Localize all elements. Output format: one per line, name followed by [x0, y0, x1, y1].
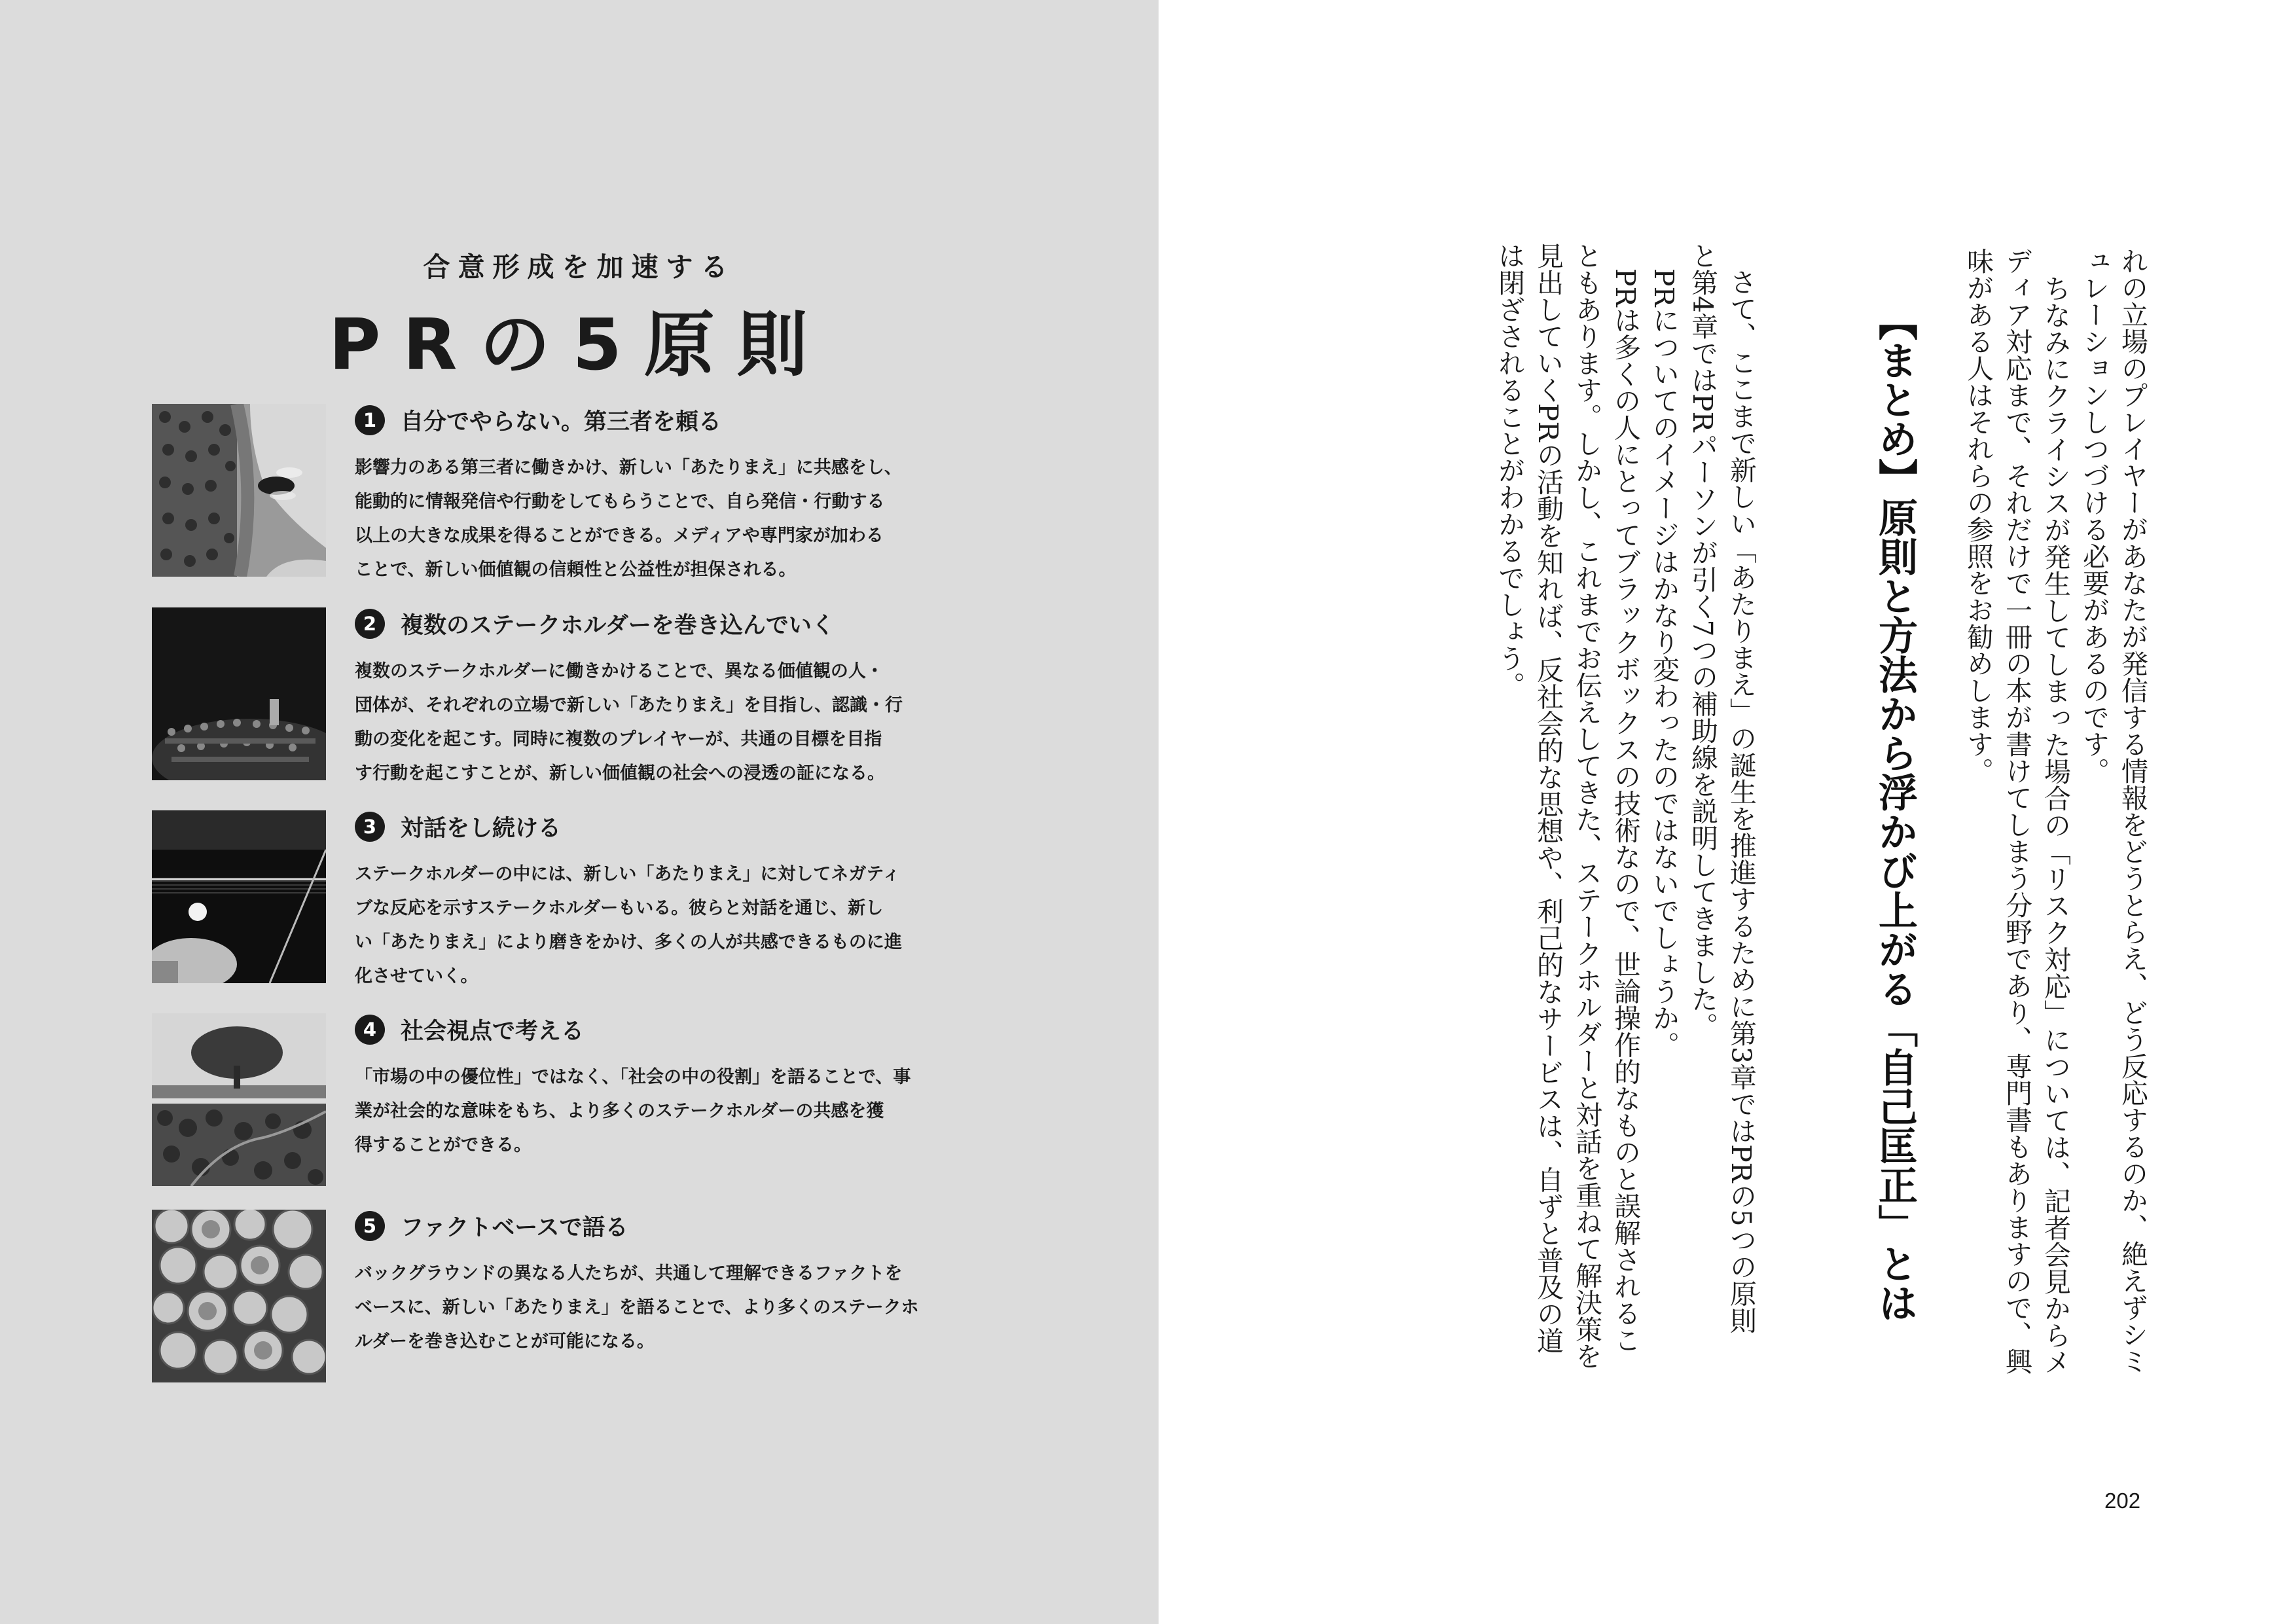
principle-1-title: 自分でやらない。第三者を頼る [401, 409, 722, 435]
body-line: ステークホルダーの中には、新しい「あたりまえ」に対してネガティ [355, 864, 901, 884]
body-line: 動の変化を起こす。同時に複数のプレイヤーが、共通の目標を目指 [355, 729, 882, 749]
text-column: さて、ここまで新しい「あたりまえ」の誕生を推進するために第3章ではPRの5つの原則 [1725, 268, 1757, 1334]
text-column: ュレーションしつづける必要があるのです。 [2078, 247, 2110, 784]
principle-2-title: 複数のステークホルダーを巻き込んでいく [401, 613, 835, 639]
body-line: ことで、新しい価値観の信頼性と公益性が担保される。 [355, 560, 797, 580]
principle-4-heading [355, 1013, 584, 1046]
text-column: ともあります。しかし、これまでお伝えしてきた、ステークホルダーと対話を重ねて解決策を [1571, 242, 1602, 1369]
body-line: 業が社会的な意味をもち、より多くのステークホルダーの共感を獲 [355, 1101, 884, 1121]
body-line: 「市場の中の優位性」ではなく、「社会の中の役割」を語ることで、事 [355, 1067, 911, 1087]
body-line: 複数のステークホルダーに働きかけることで、異なる価値観の人・ [355, 661, 884, 681]
principle-2-heading [355, 607, 835, 640]
text-column: と第4章ではPRパーソンが引く7つの補助線を説明してきました。 [1687, 242, 1718, 1039]
body-line: ルダーを巻き込むことが可能になる。 [355, 1331, 655, 1352]
text-column: 見出していくPRの活動を知れば、反社会的な思想や、利己的なサービスは、自ずと普及の道 [1532, 242, 1564, 1354]
text-column: PRについてのイメージはかなり変わったのではないでしょうか。 [1648, 268, 1680, 1058]
number-badge-1: 1 [355, 405, 385, 435]
body-line: 以上の大きな成果を得ることができる。メディアや専門家が加わる [355, 526, 884, 546]
number-badge-2: 2 [355, 609, 385, 639]
coins-photo [152, 1210, 326, 1382]
number-badge-4: 4 [355, 1015, 385, 1045]
principle-4-title: 社会視点で考える [401, 1019, 585, 1045]
tree-and-forest-photo [152, 1013, 326, 1186]
text-column: ディア対応まで、それだけで一冊の本が書けてしまう分野であり、専門書もありますので、興 [2001, 247, 2032, 1375]
principle-3-body [355, 857, 1042, 994]
body-line: 化させていく。 [355, 966, 478, 986]
body-line: バックグラウンドの異なる人たちが、共通して理解できるファクトを [355, 1263, 903, 1284]
principle-5-title: ファクトベースで語る [401, 1215, 628, 1241]
principle-1-body [355, 451, 1042, 587]
principle-3-title: 対話をし続ける [401, 816, 562, 842]
body-line: 得することができる。 [355, 1135, 532, 1155]
text-column: PRは多くの人にとってブラックボックスの技術なので、世論操作的なものと誤解されるこ [1610, 268, 1641, 1354]
body-line: 能動的に情報発信や行動をしてもらうことで、自ら発信・行動する [355, 492, 885, 512]
sunflower-bee-photo [152, 404, 326, 577]
principle-3-heading [355, 810, 561, 843]
body-line: い「あたりまえ」により磨きをかけ、多くの人が共感できるものに進 [355, 932, 902, 952]
orchestra-photo [152, 607, 326, 780]
principle-5-heading [355, 1210, 628, 1242]
body-line: 団体が、それぞれの立場で新しい「あたりまえ」を目指し、認識・行 [355, 695, 903, 715]
body-line: 影響力のある第三者に働きかけ、新しい「あたりまえ」に共感をし、 [355, 458, 902, 478]
right-page-text [1159, 0, 2289, 1624]
principle-5-body [355, 1257, 1042, 1359]
text-column: れの立場のプレイヤーがあなたが発信する情報をどうとらえ、どう反応するのか、絶えずシミ [2117, 247, 2148, 1375]
section-heading: 【まとめ】原則と方法から浮かび上がる「自己匡正」とは [1872, 301, 1918, 1322]
infographic-subtitle: 合意形成を加速する [423, 251, 736, 283]
principle-1-heading [355, 404, 721, 437]
body-line: す行動を起こすことが、新しい価値観の社会への浸透の証になる。 [355, 763, 885, 784]
principle-4-body [355, 1060, 1042, 1163]
text-column: 味がある人はそれらの参照をお勧めします。 [1962, 247, 1994, 784]
text-column: は閉ざされることがわかるでしょう。 [1494, 242, 1525, 698]
number-badge-5: 5 [355, 1211, 385, 1241]
body-line: ブな反応を示すステークホルダーもいる。彼らと対話を通じ、新し [355, 898, 884, 918]
number-badge-3: 3 [355, 812, 385, 842]
infographic-title: PRの5原則 [329, 304, 830, 386]
text-column: ちなみにクライシスが発生してしまった場合の「リスク対応」については、記者会見からメ [2040, 275, 2071, 1375]
body-line: ベースに、新しい「あたりまえ」を語ることで、より多くのステークホ [355, 1297, 919, 1318]
page-number: 202 [2104, 1489, 2141, 1513]
principle-2-body [355, 655, 1042, 791]
table-tennis-photo [152, 810, 326, 983]
